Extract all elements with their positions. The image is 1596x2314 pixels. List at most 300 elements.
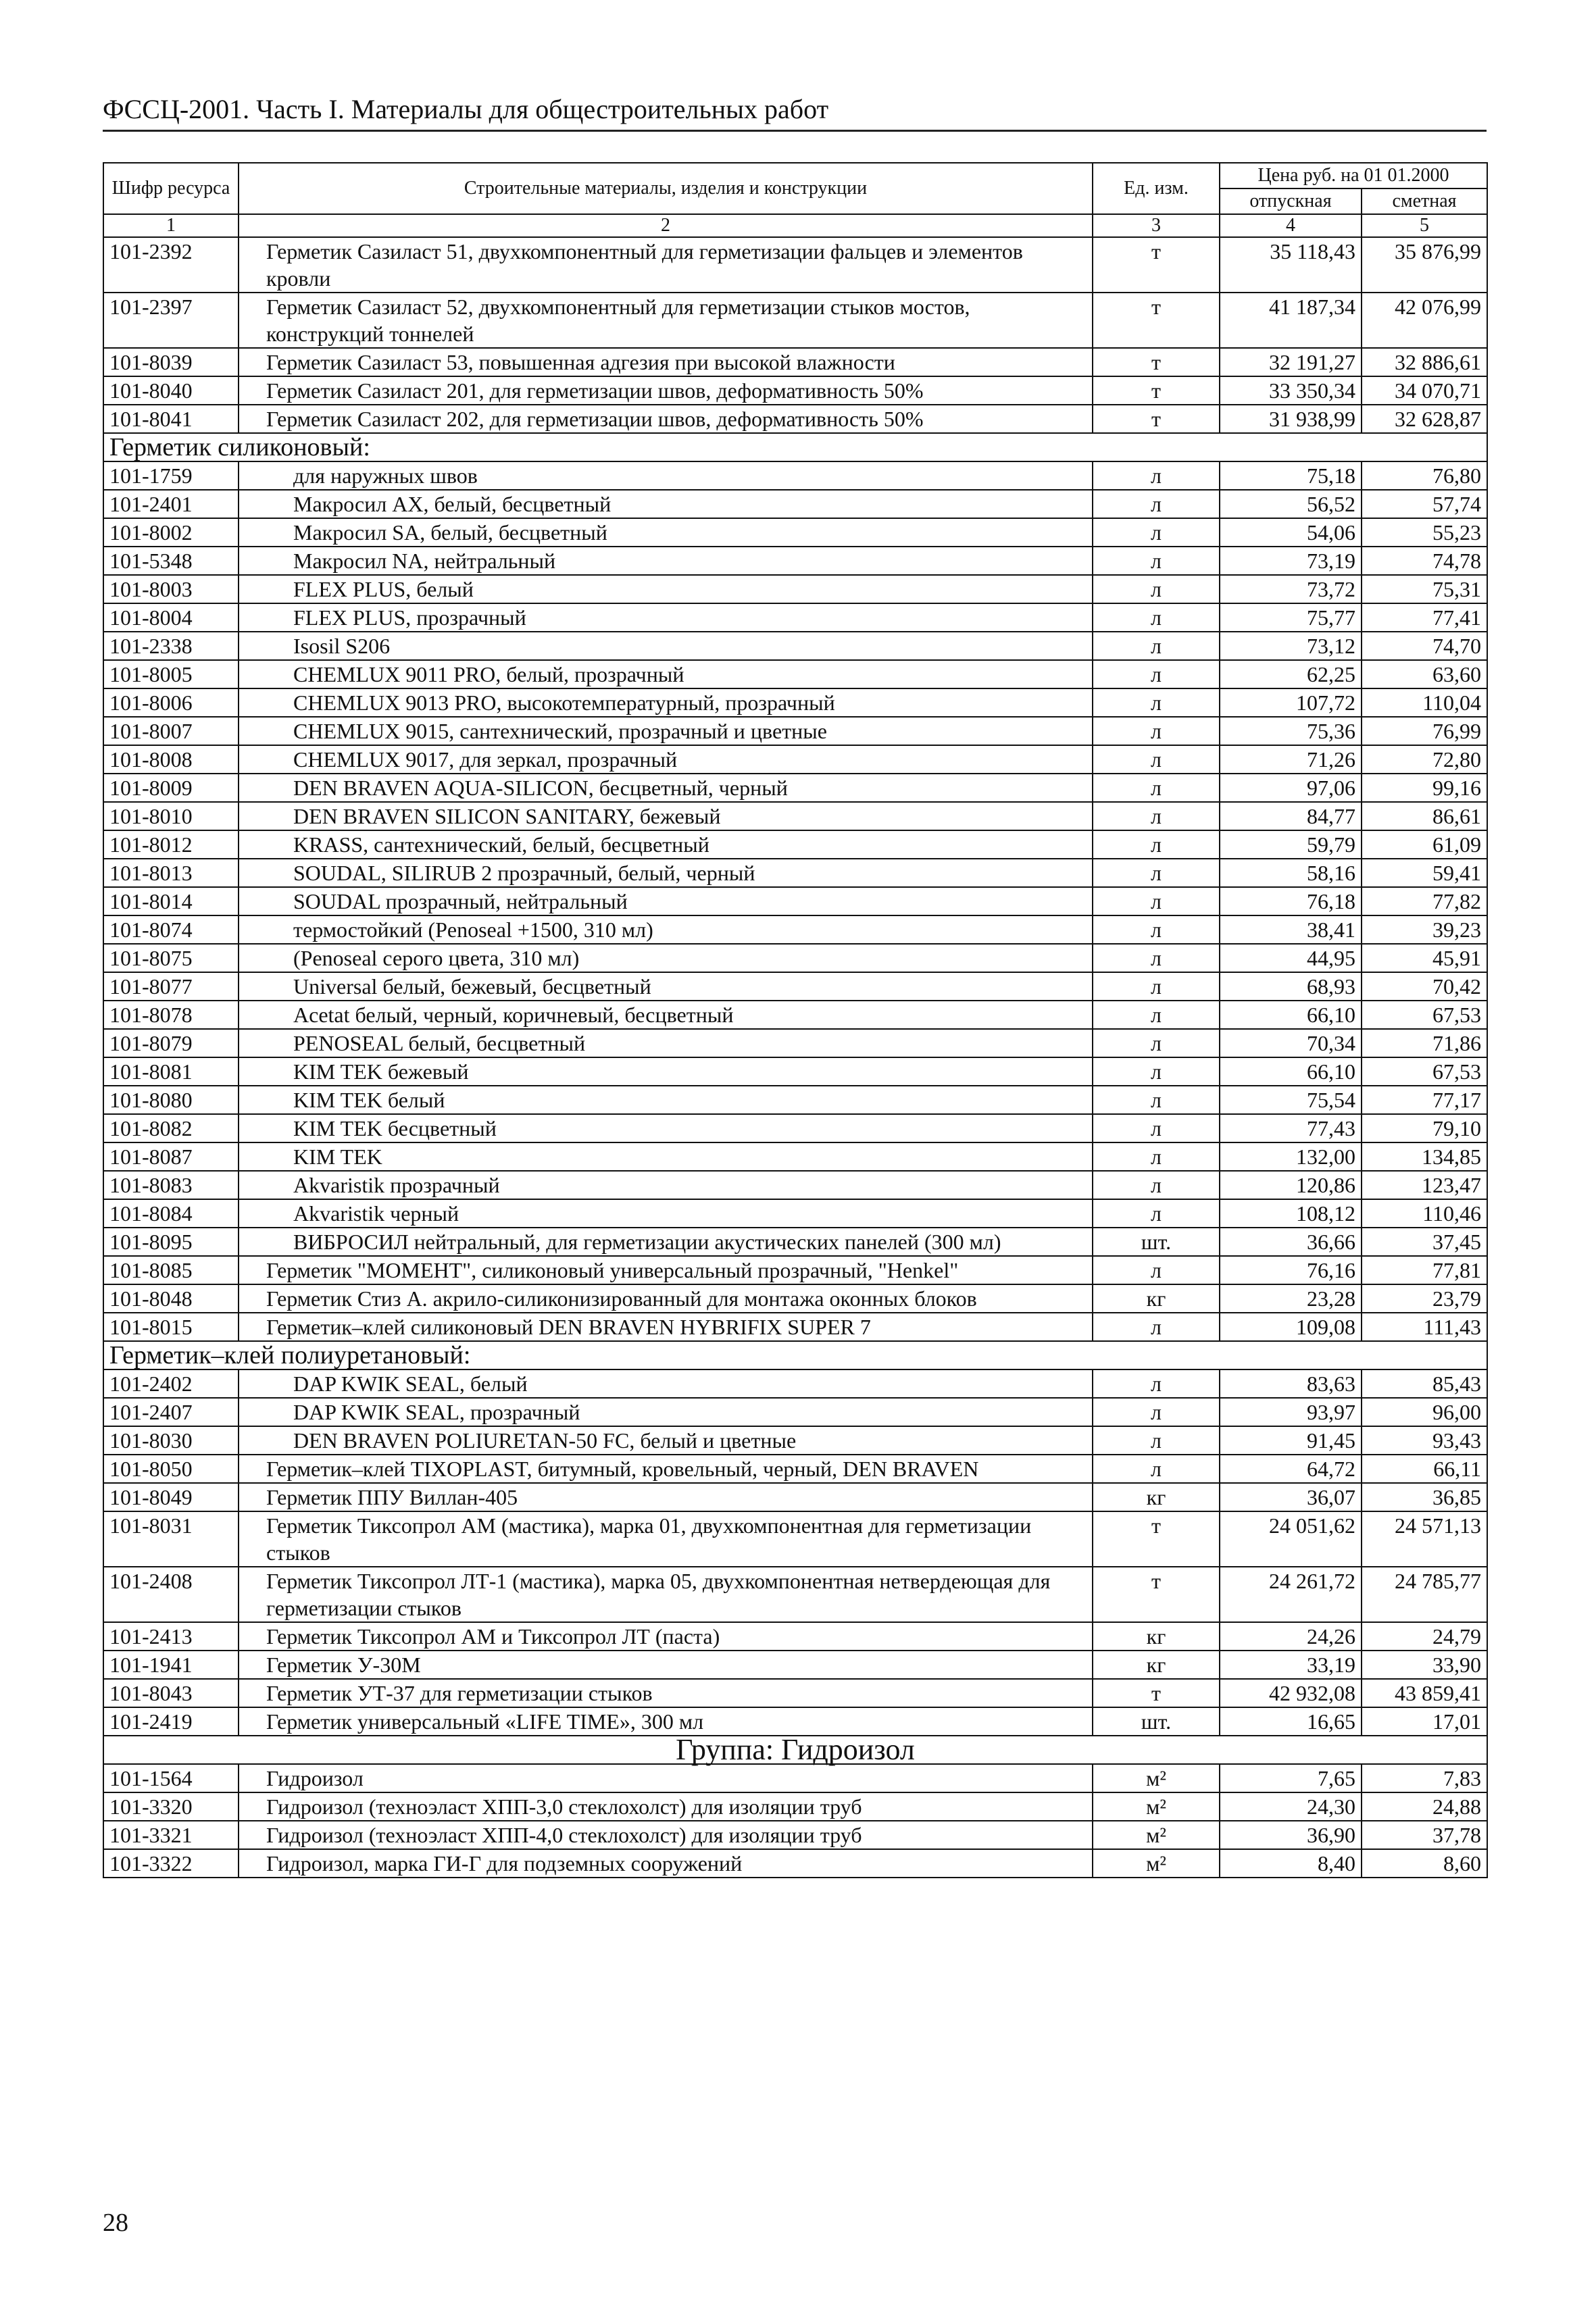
release-price: 73,19 [1220, 547, 1362, 575]
header-unit: Ед. изм. [1093, 163, 1220, 214]
estimate-price: 42 076,99 [1362, 293, 1487, 348]
material-name-text: для наружных швов [293, 463, 478, 488]
material-name [239, 944, 1093, 972]
header-code: Шифр ресурса [103, 163, 239, 214]
unit-of-measure: м² [1093, 1792, 1220, 1821]
unit-of-measure: кг [1093, 1284, 1220, 1313]
material-name-text: DEN BRAVEN AQUA-SILICON, бесцветный, черный [293, 776, 788, 800]
estimate-price: 71,86 [1362, 1029, 1487, 1057]
resource-code: 101-1564 [103, 1764, 239, 1792]
release-price: 76,16 [1220, 1256, 1362, 1284]
release-price: 73,72 [1220, 575, 1362, 603]
material-name [239, 603, 1093, 632]
resource-code: 101-8043 [103, 1679, 239, 1707]
material-name [239, 717, 1093, 745]
table-row [103, 1821, 1487, 1849]
table-row [103, 1792, 1487, 1821]
resource-code: 101-8004 [103, 603, 239, 632]
material-name [239, 1057, 1093, 1086]
unit-of-measure: л [1093, 575, 1220, 603]
table-row [103, 972, 1487, 1001]
unit-of-measure: л [1093, 490, 1220, 518]
estimate-price: 59,41 [1362, 859, 1487, 887]
estimate-price: 77,81 [1362, 1256, 1487, 1284]
release-price: 35 118,43 [1220, 237, 1362, 293]
unit-of-measure: л [1093, 1171, 1220, 1199]
unit-of-measure: л [1093, 1369, 1220, 1398]
table-row [103, 1679, 1487, 1707]
unit-of-measure: м² [1093, 1821, 1220, 1849]
unit-of-measure: л [1093, 745, 1220, 774]
material-name [239, 1228, 1093, 1256]
unit-of-measure: кг [1093, 1483, 1220, 1511]
material-name-text: Герметик "МОМЕНТ", силиконовый универсальный прозрачный, "Henkel" [266, 1258, 959, 1282]
column-number: 1 [103, 214, 239, 237]
material-name [239, 547, 1093, 575]
table-row [103, 1199, 1487, 1228]
table-row [103, 547, 1487, 575]
release-price: 59,79 [1220, 830, 1362, 859]
release-price: 68,93 [1220, 972, 1362, 1001]
release-price: 24,30 [1220, 1792, 1362, 1821]
table-row [103, 1483, 1487, 1511]
resource-code: 101-8007 [103, 717, 239, 745]
table-row [103, 1764, 1487, 1792]
material-name-text: Макросил SA, белый, бесцветный [293, 520, 607, 545]
material-name [239, 1567, 1093, 1622]
unit-of-measure: т [1093, 376, 1220, 405]
material-name-text: Герметик У-30М [266, 1653, 421, 1677]
resource-code: 101-2338 [103, 632, 239, 660]
release-price: 23,28 [1220, 1284, 1362, 1313]
material-name [239, 859, 1093, 887]
material-name [239, 1622, 1093, 1651]
table-row [103, 1622, 1487, 1651]
unit-of-measure: т [1093, 237, 1220, 293]
material-name-text: Гидроизол (техноэласт ХПП-3,0 стеклохолст) для изоляции труб [266, 1794, 862, 1819]
material-name-text: ВИБРОСИЛ нейтральный, для герметизации акустических панелей (300 мл) [293, 1230, 1001, 1254]
unit-of-measure: л [1093, 688, 1220, 717]
resource-code: 101-8041 [103, 405, 239, 433]
unit-of-measure: л [1093, 660, 1220, 688]
estimate-price: 134,85 [1362, 1142, 1487, 1171]
material-name [239, 915, 1093, 944]
material-name [239, 1707, 1093, 1736]
subheading-label: Герметик–клей полиуретановый: [103, 1341, 1487, 1369]
material-name [239, 1792, 1093, 1821]
header-price: Цена руб. на 01 01.2000 [1220, 163, 1487, 188]
group-row [103, 1736, 1487, 1764]
table-row [103, 1455, 1487, 1483]
material-name-text: KIM TEK белый [293, 1088, 445, 1112]
release-price: 97,06 [1220, 774, 1362, 802]
column-number: 4 [1220, 214, 1362, 237]
table-row [103, 1398, 1487, 1426]
table-row [103, 1029, 1487, 1057]
resource-code: 101-8087 [103, 1142, 239, 1171]
material-name-text: Герметик Стиз А. акрило-силиконизированный для монтажа оконных блоков [266, 1286, 977, 1311]
table-row [103, 1369, 1487, 1398]
material-name-text: Universal белый, бежевый, бесцветный [293, 974, 651, 999]
header-name: Строительные материалы, изделия и конструкции [239, 163, 1093, 214]
table-row [103, 348, 1487, 376]
unit-of-measure: л [1093, 1001, 1220, 1029]
material-name-text: DEN BRAVEN POLIURETAN-50 FC, белый и цветные [293, 1428, 797, 1453]
unit-of-measure: л [1093, 1199, 1220, 1228]
resource-code: 101-8075 [103, 944, 239, 972]
release-price: 24,26 [1220, 1622, 1362, 1651]
release-price: 91,45 [1220, 1426, 1362, 1455]
resource-code: 101-1759 [103, 461, 239, 490]
release-price: 32 191,27 [1220, 348, 1362, 376]
resource-code: 101-8081 [103, 1057, 239, 1086]
unit-of-measure: л [1093, 632, 1220, 660]
unit-of-measure: кг [1093, 1651, 1220, 1679]
resource-code: 101-8008 [103, 745, 239, 774]
material-name [239, 1679, 1093, 1707]
table-row [103, 461, 1487, 490]
unit-of-measure: л [1093, 1455, 1220, 1483]
material-name [239, 1821, 1093, 1849]
unit-of-measure: л [1093, 1142, 1220, 1171]
resource-code: 101-8050 [103, 1455, 239, 1483]
resource-code: 101-8009 [103, 774, 239, 802]
estimate-price: 57,74 [1362, 490, 1487, 518]
resource-code: 101-8077 [103, 972, 239, 1001]
material-name-text: FLEX PLUS, прозрачный [293, 605, 526, 630]
unit-of-measure: л [1093, 774, 1220, 802]
subheading-row [103, 1341, 1487, 1369]
material-name [239, 1511, 1093, 1567]
material-name-text: Герметик Сазиласт 202, для герметизации швов, деформативность 50% [266, 407, 924, 431]
resource-code: 101-8074 [103, 915, 239, 944]
resource-code: 101-8002 [103, 518, 239, 547]
release-price: 54,06 [1220, 518, 1362, 547]
column-number: 5 [1362, 214, 1487, 237]
release-price: 66,10 [1220, 1057, 1362, 1086]
material-name [239, 774, 1093, 802]
material-name-text: DAP KWIK SEAL, прозрачный [293, 1400, 580, 1424]
column-number: 2 [239, 214, 1093, 237]
material-name-text: CHEMLUX 9015, сантехнический, прозрачный и цветные [293, 719, 827, 743]
estimate-price: 24 571,13 [1362, 1511, 1487, 1567]
release-price: 83,63 [1220, 1369, 1362, 1398]
table-row [103, 717, 1487, 745]
release-price: 58,16 [1220, 859, 1362, 887]
resource-code: 101-8049 [103, 1483, 239, 1511]
resource-code: 101-8015 [103, 1313, 239, 1341]
material-name-text: Герметик Тиксопрол ЛТ-1 (мастика), марка 05, двухкомпонентная нетвердеющая для герметизации стыков [266, 1569, 1051, 1620]
material-name [239, 802, 1093, 830]
table-row [103, 490, 1487, 518]
release-price: 107,72 [1220, 688, 1362, 717]
material-name [239, 887, 1093, 915]
table-row [103, 1849, 1487, 1878]
material-name-text: KRASS, сантехнический, белый, бесцветный [293, 832, 709, 857]
unit-of-measure: л [1093, 802, 1220, 830]
estimate-price: 77,17 [1362, 1086, 1487, 1114]
table-row [103, 1567, 1487, 1622]
material-name [239, 1001, 1093, 1029]
table-row [103, 830, 1487, 859]
unit-of-measure: шт. [1093, 1707, 1220, 1736]
table-row [103, 887, 1487, 915]
release-price: 75,54 [1220, 1086, 1362, 1114]
estimate-price: 17,01 [1362, 1707, 1487, 1736]
resource-code: 101-2401 [103, 490, 239, 518]
resource-code: 101-8005 [103, 660, 239, 688]
material-name-text: SOUDAL, SILIRUB 2 прозрачный, белый, черный [293, 861, 755, 885]
material-name [239, 1369, 1093, 1398]
material-name-text: DEN BRAVEN SILICON SANITARY, бежевый [293, 804, 721, 828]
table-row [103, 1114, 1487, 1142]
estimate-price: 34 070,71 [1362, 376, 1487, 405]
price-table [103, 162, 1488, 1878]
material-name-text: Гидроизол [266, 1766, 364, 1790]
material-name [239, 1398, 1093, 1426]
estimate-price: 32 628,87 [1362, 405, 1487, 433]
material-name-text: CHEMLUX 9011 PRO, белый, прозрачный [293, 662, 684, 686]
estimate-price: 63,60 [1362, 660, 1487, 688]
header-estimate-price: сметная [1362, 188, 1487, 214]
unit-of-measure: т [1093, 405, 1220, 433]
estimate-price: 37,78 [1362, 1821, 1487, 1849]
unit-of-measure: л [1093, 1057, 1220, 1086]
unit-of-measure: л [1093, 1426, 1220, 1455]
resource-code: 101-8039 [103, 348, 239, 376]
release-price: 109,08 [1220, 1313, 1362, 1341]
estimate-price: 61,09 [1362, 830, 1487, 859]
table-row [103, 603, 1487, 632]
release-price: 120,86 [1220, 1171, 1362, 1199]
resource-code: 101-2392 [103, 237, 239, 293]
release-price: 33 350,34 [1220, 376, 1362, 405]
table-row [103, 944, 1487, 972]
material-name-text: Гидроизол (техноэласт ХПП-4,0 стеклохолст) для изоляции труб [266, 1823, 862, 1847]
resource-code: 101-8083 [103, 1171, 239, 1199]
material-name [239, 1199, 1093, 1228]
release-price: 132,00 [1220, 1142, 1362, 1171]
estimate-price: 24 785,77 [1362, 1567, 1487, 1622]
resource-code: 101-8013 [103, 859, 239, 887]
table-row [103, 745, 1487, 774]
material-name-text: PENOSEAL белый, бесцветный [293, 1031, 586, 1055]
estimate-price: 76,99 [1362, 717, 1487, 745]
release-price: 62,25 [1220, 660, 1362, 688]
estimate-price: 110,46 [1362, 1199, 1487, 1228]
material-name [239, 1426, 1093, 1455]
release-price: 33,19 [1220, 1651, 1362, 1679]
unit-of-measure: л [1093, 1029, 1220, 1057]
table-row [103, 376, 1487, 405]
resource-code: 101-8030 [103, 1426, 239, 1455]
material-name [239, 1256, 1093, 1284]
release-price: 44,95 [1220, 944, 1362, 972]
estimate-price: 43 859,41 [1362, 1679, 1487, 1707]
unit-of-measure: л [1093, 461, 1220, 490]
unit-of-measure: т [1093, 293, 1220, 348]
release-price: 7,65 [1220, 1764, 1362, 1792]
table-row [103, 660, 1487, 688]
material-name-text: Герметик Сазиласт 51, двухкомпонентный для герметизации фальцев и элементов кровли [266, 239, 1023, 291]
material-name-text: Макросил NA, нейтральный [293, 549, 556, 573]
table-row [103, 859, 1487, 887]
release-price: 75,77 [1220, 603, 1362, 632]
resource-code: 101-8006 [103, 688, 239, 717]
material-name [239, 1849, 1093, 1878]
table-row [103, 1086, 1487, 1114]
unit-of-measure: м² [1093, 1764, 1220, 1792]
release-price: 75,18 [1220, 461, 1362, 490]
estimate-price: 39,23 [1362, 915, 1487, 944]
table-row [103, 1511, 1487, 1567]
page-header: ФССЦ-2001. Часть I. Материалы для общестроительных работ [103, 93, 1487, 132]
material-name-text: Герметик–клей TIXOPLAST, битумный, кровельный, черный, DEN BRAVEN [266, 1457, 979, 1481]
unit-of-measure: л [1093, 547, 1220, 575]
header-release-price: отпускная [1220, 188, 1362, 214]
unit-of-measure: л [1093, 1086, 1220, 1114]
material-name [239, 688, 1093, 717]
table-row [103, 632, 1487, 660]
release-price: 75,36 [1220, 717, 1362, 745]
material-name-text: Герметик Тиксопрол АМ и Тиксопрол ЛТ (паста) [266, 1624, 720, 1649]
resource-code: 101-8048 [103, 1284, 239, 1313]
material-name-text: Герметик ППУ Виллан-405 [266, 1485, 518, 1509]
material-name [239, 1651, 1093, 1679]
release-price: 84,77 [1220, 802, 1362, 830]
estimate-price: 111,43 [1362, 1313, 1487, 1341]
table-row [103, 1651, 1487, 1679]
unit-of-measure: л [1093, 603, 1220, 632]
resource-code: 101-2413 [103, 1622, 239, 1651]
table-row [103, 1171, 1487, 1199]
unit-of-measure: т [1093, 1679, 1220, 1707]
material-name-text: термостойкий (Penoseal +1500, 310 мл) [293, 917, 653, 942]
release-price: 42 932,08 [1220, 1679, 1362, 1707]
table-row [103, 1057, 1487, 1086]
unit-of-measure: т [1093, 1567, 1220, 1622]
material-name [239, 1313, 1093, 1341]
table-row [103, 1001, 1487, 1029]
material-name [239, 660, 1093, 688]
material-name [239, 632, 1093, 660]
material-name-text: KIM TEK бежевый [293, 1059, 469, 1084]
unit-of-measure: л [1093, 887, 1220, 915]
resource-code: 101-1941 [103, 1651, 239, 1679]
release-price: 36,07 [1220, 1483, 1362, 1511]
release-price: 56,52 [1220, 490, 1362, 518]
material-name [239, 376, 1093, 405]
resource-code: 101-8040 [103, 376, 239, 405]
material-name-text: Герметик универсальный «LIFE TIME», 300 мл [266, 1709, 704, 1734]
material-name [239, 490, 1093, 518]
unit-of-measure: л [1093, 972, 1220, 1001]
table-row [103, 518, 1487, 547]
estimate-price: 72,80 [1362, 745, 1487, 774]
unit-of-measure: л [1093, 830, 1220, 859]
material-name-text: FLEX PLUS, белый [293, 577, 474, 601]
table-row [103, 405, 1487, 433]
unit-of-measure: л [1093, 1256, 1220, 1284]
release-price: 108,12 [1220, 1199, 1362, 1228]
estimate-price: 66,11 [1362, 1455, 1487, 1483]
material-name [239, 518, 1093, 547]
resource-code: 101-8014 [103, 887, 239, 915]
resource-code: 101-2407 [103, 1398, 239, 1426]
estimate-price: 32 886,61 [1362, 348, 1487, 376]
resource-code: 101-8079 [103, 1029, 239, 1057]
table-row [103, 915, 1487, 944]
estimate-price: 77,41 [1362, 603, 1487, 632]
material-name-text: KIM TEK бесцветный [293, 1116, 497, 1140]
release-price: 31 938,99 [1220, 405, 1362, 433]
unit-of-measure: л [1093, 859, 1220, 887]
release-price: 70,34 [1220, 1029, 1362, 1057]
estimate-price: 8,60 [1362, 1849, 1487, 1878]
table-row [103, 1284, 1487, 1313]
material-name [239, 830, 1093, 859]
unit-of-measure: л [1093, 1114, 1220, 1142]
resource-code: 101-8095 [103, 1228, 239, 1256]
release-price: 24 261,72 [1220, 1567, 1362, 1622]
resource-code: 101-3320 [103, 1792, 239, 1821]
resource-code: 101-2397 [103, 293, 239, 348]
estimate-price: 77,82 [1362, 887, 1487, 915]
resource-code: 101-8012 [103, 830, 239, 859]
table-body [103, 237, 1487, 1878]
resource-code: 101-5348 [103, 547, 239, 575]
estimate-price: 93,43 [1362, 1426, 1487, 1455]
table-row [103, 1256, 1487, 1284]
subheading-label: Герметик силиконовый: [103, 433, 1487, 461]
estimate-price: 75,31 [1362, 575, 1487, 603]
estimate-price: 45,91 [1362, 944, 1487, 972]
material-name [239, 1142, 1093, 1171]
estimate-price: 33,90 [1362, 1651, 1487, 1679]
estimate-price: 70,42 [1362, 972, 1487, 1001]
column-number: 3 [1093, 214, 1220, 237]
release-price: 76,18 [1220, 887, 1362, 915]
estimate-price: 123,47 [1362, 1171, 1487, 1199]
table-row [103, 688, 1487, 717]
resource-code: 101-2419 [103, 1707, 239, 1736]
material-name-text: KIM TEK [293, 1145, 382, 1169]
resource-code: 101-8082 [103, 1114, 239, 1142]
table-row [103, 1313, 1487, 1341]
estimate-price: 86,61 [1362, 802, 1487, 830]
unit-of-measure: л [1093, 1313, 1220, 1341]
unit-of-measure: т [1093, 1511, 1220, 1567]
resource-code: 101-8031 [103, 1511, 239, 1567]
release-price: 66,10 [1220, 1001, 1362, 1029]
material-name-text: Герметик–клей силиконовый DEN BRAVEN HYBRIFIX SUPER 7 [266, 1315, 871, 1339]
table-row [103, 802, 1487, 830]
material-name-text: Acetat белый, черный, коричневый, бесцветный [293, 1003, 734, 1027]
estimate-price: 67,53 [1362, 1057, 1487, 1086]
unit-of-measure: м² [1093, 1849, 1220, 1878]
release-price: 93,97 [1220, 1398, 1362, 1426]
release-price: 24 051,62 [1220, 1511, 1362, 1567]
material-name [239, 1114, 1093, 1142]
page-number: 28 [103, 2209, 128, 2237]
material-name-text: Герметик Сазиласт 201, для герметизации швов, деформативность 50% [266, 378, 924, 403]
release-price: 64,72 [1220, 1455, 1362, 1483]
material-name [239, 1171, 1093, 1199]
resource-code: 101-8080 [103, 1086, 239, 1114]
estimate-price: 7,83 [1362, 1764, 1487, 1792]
material-name-text: Герметик Сазиласт 52, двухкомпонентный для герметизации стыков мостов, конструкций тоннелей [266, 295, 970, 346]
unit-of-measure: кг [1093, 1622, 1220, 1651]
